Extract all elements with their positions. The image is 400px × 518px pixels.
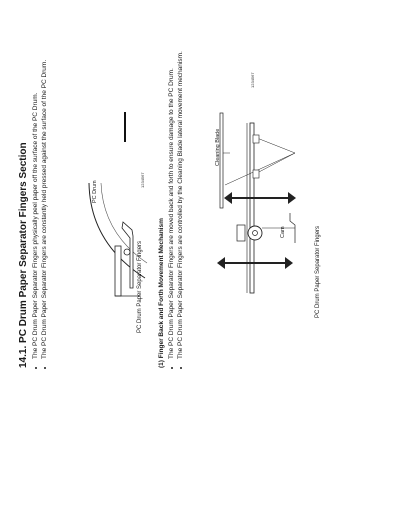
finger-leader: [257, 138, 295, 153]
intro-bullet-list: [32, 29, 50, 368]
finger-tip: [253, 170, 259, 178]
finger-shaft: [250, 123, 254, 293]
divider-rule: [124, 112, 126, 142]
arrow-head: [224, 192, 232, 204]
finger-leader: [257, 153, 295, 173]
drive-gear-hub: [253, 231, 258, 236]
label-pc-drum: PC Drum: [92, 180, 98, 203]
section-title: 14.1. PC Drum Paper Separator Fingers Section: [18, 142, 29, 368]
mechanism-bullet: • The PC Drum Paper Separator Fingers are controlled by the Cleaning Blade lateral movement mechanism.: [177, 29, 185, 359]
intro-bullet: • The PC Drum Paper Separator Fingers are constantly held pressed against the surface of the PC Drum.: [41, 29, 49, 359]
finger-holder: [115, 246, 121, 296]
finger-pivot: [124, 249, 130, 255]
subsection-title: (1) Finger Back and Forth Movement Mechanism: [158, 218, 165, 368]
mechanism-bullet: • The PC Drum Paper Separator Fingers are moved back and forth to ensure damage to the PC Drum.: [168, 29, 176, 359]
label-cleaning-blade: Cleaning Blade: [215, 128, 221, 166]
finger-tip: [253, 135, 259, 143]
label-cam: Cam: [280, 226, 286, 238]
figure1-code: 1234567: [140, 172, 145, 188]
figure2-caption: PC Drum Paper Separator Fingers: [315, 225, 321, 318]
mechanism-bullet-list: [168, 29, 186, 368]
figure-finger-mechanism: [195, 103, 310, 303]
finger-leader: [225, 153, 295, 185]
gear-mount: [237, 225, 245, 241]
intro-bullet: • The PC Drum Paper Separator Fingers physically peel paper off the surface of the PC Drum.: [32, 29, 40, 359]
arrow-head: [217, 257, 225, 269]
arrow-head: [285, 257, 293, 269]
figure1-caption: PC Drum Paper Separator Fingers: [137, 240, 143, 333]
figure2-code: 1234567: [250, 72, 255, 88]
arrow-head: [288, 192, 296, 204]
